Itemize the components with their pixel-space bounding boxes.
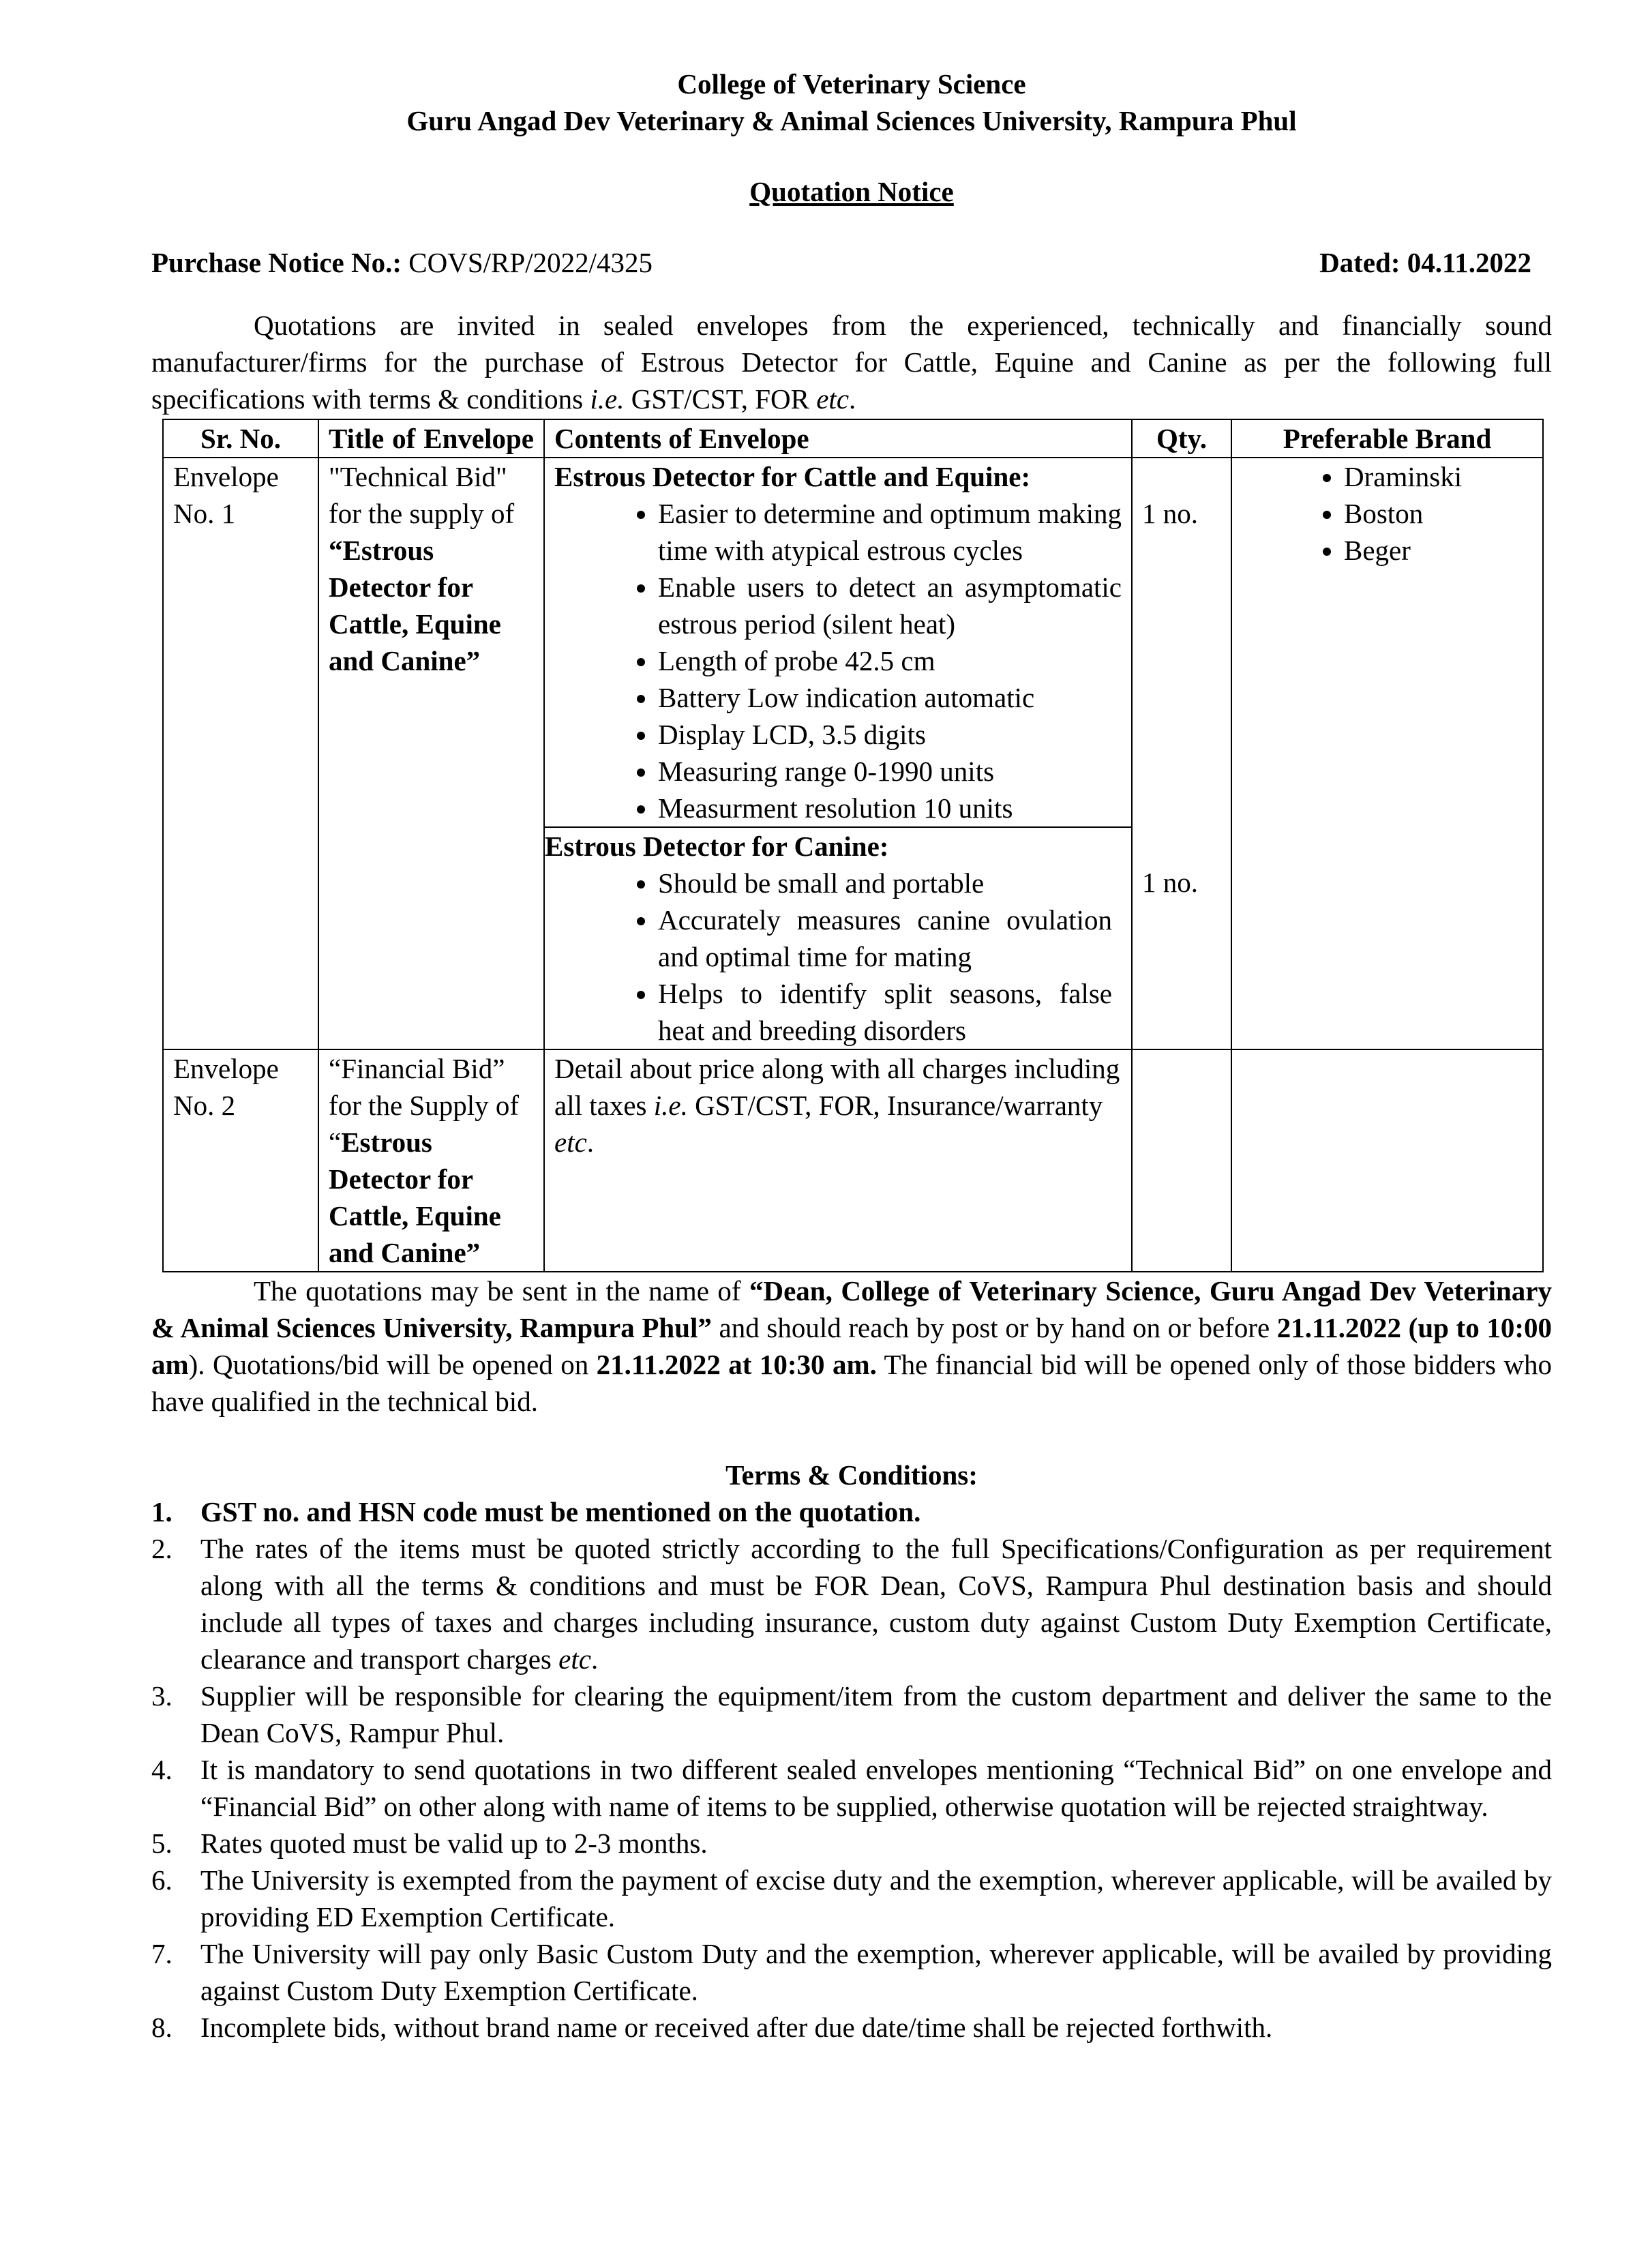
term-text: GST no. and HSN code must be mentioned on the quotation. xyxy=(200,1496,921,1527)
section-title: Estrous Detector for Cattle and Equine: xyxy=(554,461,1031,492)
intro-text-2: GST/CST, FOR xyxy=(624,383,817,415)
term-number: 2. xyxy=(151,1533,173,1564)
college-name: College of Veterinary Science xyxy=(677,68,1026,100)
list-item xyxy=(151,1862,1552,1935)
envelope-2-contents-text-3: . xyxy=(586,1126,595,1158)
purchase-notice-value: COVS/RP/2022/4325 xyxy=(408,247,653,278)
intro-paragraph xyxy=(151,307,1552,417)
term-text: Supplier will be responsible for clearing the equipment/item from the custom department and deliver the same to the Dean CoVS, Rampur Phul. xyxy=(200,1680,1552,1748)
term-text: The University is exempted from the payment of excise duty and the exemption, wherever applicable, will be availed by providing ED Exemption Certificate. xyxy=(200,1864,1552,1933)
purchase-notice-number xyxy=(151,244,653,281)
term-number: 3. xyxy=(151,1680,173,1712)
table-row xyxy=(163,458,1543,827)
list-item xyxy=(151,1935,1552,2009)
submission-deadline: 21.11.2022 (up to 10:00 am xyxy=(151,1312,1552,1380)
term-text: It is mandatory to send quotations in two different sealed envelopes mentioning “Technical Bid” on one envelope and “Financial Bid” on other along with name of items to be supplied, otherwise quotation will be rejected straightway. xyxy=(200,1754,1552,1822)
spec-list-canine xyxy=(545,865,1122,1049)
submission-addressee: “Dean, College of Veterinary Science, Guru Angad Dev Veterinary & Animal Sciences University, Rampura Phul” xyxy=(151,1275,1552,1343)
qty-cattle-value: 1 no. xyxy=(1142,498,1198,529)
list-item: • Measurment resolution 10 units xyxy=(658,790,1122,826)
brand-item: • Draminski xyxy=(1344,458,1533,495)
envelope-1-title-plain: "Technical Bid" for the supply of xyxy=(329,461,515,529)
envelope-table xyxy=(162,419,1544,1272)
submission-text-3: ). Quotations/bid will be opened on xyxy=(188,1349,597,1380)
list-item: • Measuring range 0-1990 units xyxy=(658,753,1122,790)
envelope-2-title-plain: “Financial Bid” for the Supply of “ xyxy=(329,1053,519,1158)
section-title: Estrous Detector for Canine: xyxy=(545,831,889,862)
notice-date xyxy=(1319,244,1531,281)
spec-list-cattle xyxy=(554,495,1122,826)
list-item: • Accurately measures canine ovulation and optimal time for mating xyxy=(658,901,1112,975)
term-number: 8. xyxy=(151,2012,173,2043)
qty-canine-value: 1 no. xyxy=(1142,867,1198,898)
envelope-1-contents-cattle xyxy=(544,458,1132,827)
envelope-1-title-bold: “Estrous Detector for Cattle, Equine and Canine” xyxy=(329,535,501,676)
envelope-2-qty xyxy=(1132,1049,1231,1272)
envelope-2-contents-text: Detail about price along with all charges including all taxes xyxy=(554,1053,1120,1121)
dated-value: 04.11.2022 xyxy=(1407,247,1531,278)
term-number: 1. xyxy=(151,1496,173,1527)
terms-title: Terms & Conditions: xyxy=(725,1459,978,1491)
envelope-1-contents-canine xyxy=(544,827,1132,1049)
brand-list xyxy=(1242,458,1533,569)
term-text: The rates of the items must be quoted strictly according to the full Specifications/Configuration as per requirement along with all the terms & conditions and must be FOR Dean, CoVS, Rampura Phul destination basis and should include all types of taxes and charges including insurance, custom duty against Custom Duty Exemption Certificate, clearance and transport charges xyxy=(200,1533,1552,1675)
dated-label: Dated: xyxy=(1319,247,1400,278)
list-item xyxy=(151,1677,1552,1751)
list-item: • Easier to determine and optimum making time with atypical estrous cycles xyxy=(658,495,1122,569)
envelope-2-brand xyxy=(1231,1049,1543,1272)
submission-paragraph xyxy=(151,1272,1552,1420)
envelope-2-title xyxy=(318,1049,544,1272)
envelope-1-sr: Envelope No. 1 xyxy=(163,458,318,1049)
submission-text: The quotations may be sent in the name of xyxy=(254,1275,749,1307)
list-item xyxy=(151,1493,1552,1530)
brand-item: • Boston xyxy=(1344,495,1533,532)
term-number: 6. xyxy=(151,1864,173,1896)
preferable-brands xyxy=(1231,458,1543,1049)
list-item: • Display LCD, 3.5 digits xyxy=(658,716,1122,753)
submission-text-4: The financial bid will be opened only of those bidders who have qualified in the technical bid. xyxy=(151,1349,1553,1417)
list-item: • Length of probe 42.5 cm xyxy=(658,642,1122,679)
list-item: • Enable users to detect an asymptomatic estrous period (silent heat) xyxy=(658,569,1122,642)
envelope-2-contents xyxy=(544,1049,1132,1272)
term-text: The University will pay only Basic Custom Duty and the exemption, wherever applicable, will be availed by providing against Custom Duty Exemption Certificate. xyxy=(200,1938,1552,2006)
submission-text-2: and should reach by post or by hand on or before xyxy=(711,1312,1277,1343)
header-brand: Preferable Brand xyxy=(1231,419,1543,458)
header-contents: Contents of Envelope xyxy=(544,419,1132,458)
purchase-notice-label: Purchase Notice No.: xyxy=(151,247,402,278)
term-number: 4. xyxy=(151,1754,173,1785)
brand-item: • Beger xyxy=(1344,532,1533,569)
intro-text-3: . xyxy=(849,383,856,415)
header-title: Title of Envelope xyxy=(318,419,544,458)
list-item: • Battery Low indication automatic xyxy=(658,679,1122,716)
page-title: Quotation Notice xyxy=(749,176,954,207)
term-number: 5. xyxy=(151,1827,173,1859)
envelope-2-sr: Envelope No. 2 xyxy=(163,1049,318,1272)
list-item xyxy=(151,1825,1552,1862)
table-row xyxy=(163,1049,1543,1272)
term-text: Rates quoted must be valid up to 2-3 months. xyxy=(200,1827,708,1859)
envelope-2-contents-text-2: GST/CST, FOR, Insurance/warranty xyxy=(687,1090,1103,1121)
quotation-notice-document xyxy=(151,65,1552,2046)
intro-text: Quotations are invited in sealed envelopes from the experienced, technically and financially sound manufacturer/firms for the purchase of Estrous Detector for Cattle, Equine and Canine as per the following full specifications with terms & conditions xyxy=(151,310,1552,415)
term-text: Incomplete bids, without brand name or received after due date/time shall be rejected forthwith. xyxy=(200,2012,1273,2043)
term-etc: etc xyxy=(558,1643,591,1675)
intro-etc: etc xyxy=(816,383,850,415)
envelope-2-etc: etc xyxy=(554,1126,587,1158)
list-item: • Helps to identify split seasons, false heat and breeding disorders xyxy=(658,975,1112,1049)
envelope-2-title-bold: Estrous Detector for Cattle, Equine and Canine” xyxy=(329,1126,501,1268)
list-item xyxy=(151,1530,1552,1677)
list-item xyxy=(151,2009,1552,2046)
opening-time: 21.11.2022 at 10:30 am. xyxy=(596,1349,877,1380)
intro-ie: i.e. xyxy=(590,383,625,415)
purchase-notice-line xyxy=(151,244,1531,281)
envelope-1-title xyxy=(318,458,544,1049)
term-number: 7. xyxy=(151,1938,173,1969)
header-sr-no: Sr. No. xyxy=(163,419,318,458)
list-item xyxy=(151,1751,1552,1825)
table-header-row xyxy=(163,419,1543,458)
header-qty: Qty. xyxy=(1132,419,1231,458)
qty-cattle xyxy=(1132,458,1231,827)
university-name: Guru Angad Dev Veterinary & Animal Sciences University, Rampura Phul xyxy=(406,105,1297,136)
envelope-2-ie: i.e. xyxy=(653,1090,688,1121)
term-tail: . xyxy=(590,1643,599,1675)
qty-canine xyxy=(1132,827,1231,1049)
list-item: • Should be small and portable xyxy=(658,865,1112,901)
terms-list xyxy=(151,1493,1552,2046)
